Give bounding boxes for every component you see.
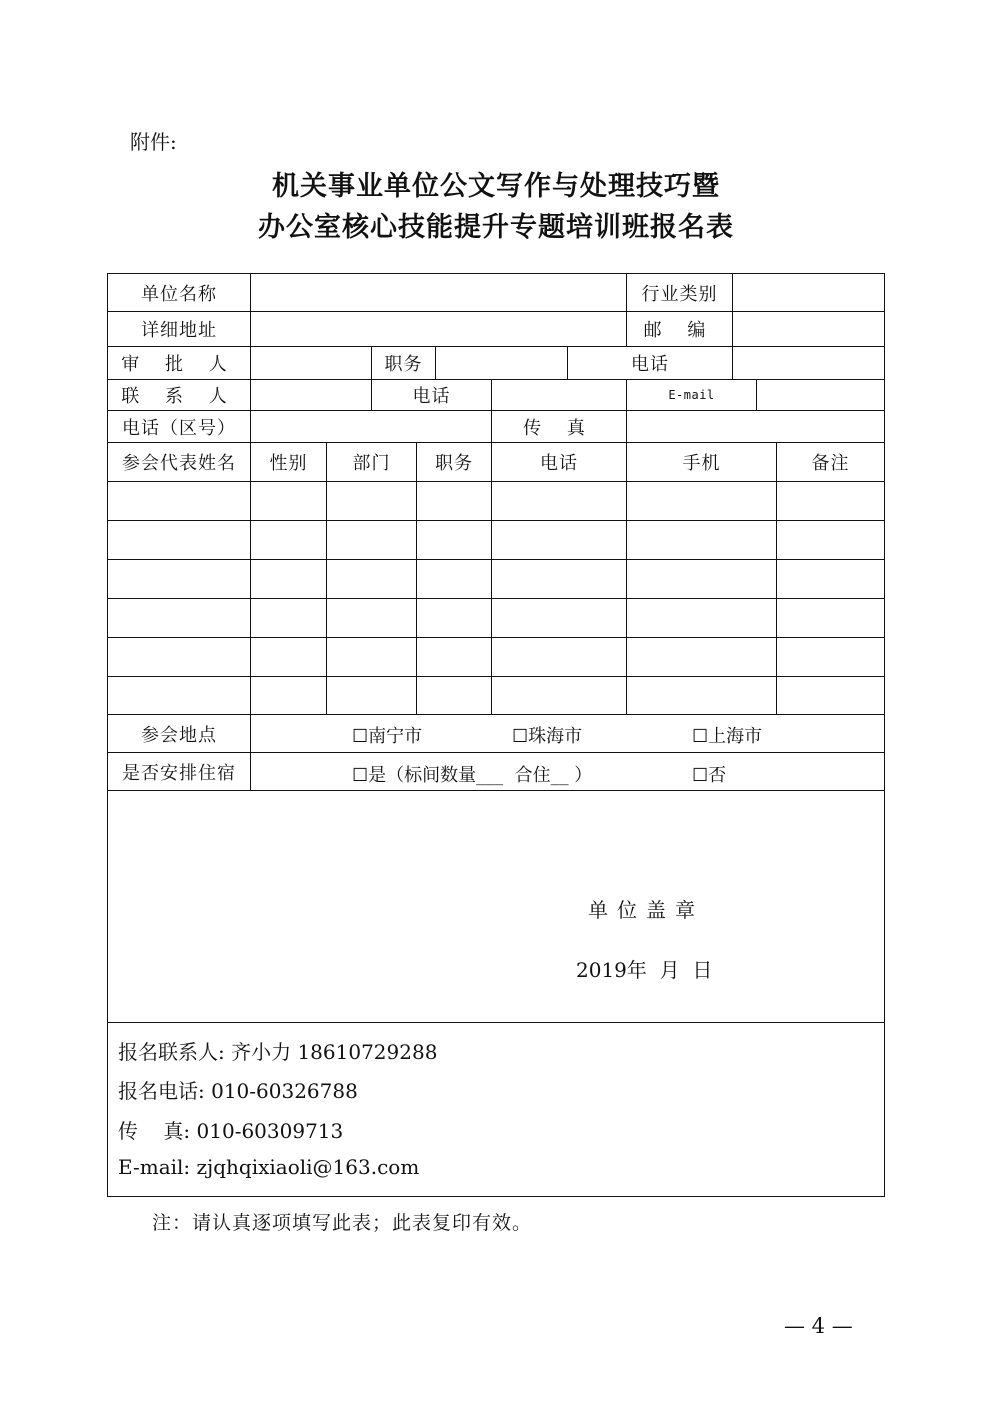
lodging-option-no[interactable]: ☐否 [692,765,727,786]
approver-position-field[interactable] [436,347,567,379]
postcode-field[interactable] [733,312,884,346]
participant-department-header: 部门 [352,453,391,474]
row-divider [107,1022,885,1023]
venue-option-shanghai[interactable]: ☐上海市 [692,726,763,747]
email-label: E-mail [668,388,715,402]
lodging-label: 是否安排住宿 [122,762,236,784]
industry-label: 行业类别 [641,283,718,305]
approver-phone-field[interactable] [733,347,884,379]
row-divider [107,790,885,791]
area-phone-field[interactable] [251,411,491,442]
form-title-line1: 机关事业单位公文写作与处理技巧暨 [272,171,720,202]
approver-label: 审 批 人 [121,354,237,375]
fax-label: 传 真 [523,417,595,439]
approver-phone-label: 电话 [631,354,669,375]
unit-name-field[interactable] [251,274,626,311]
contact-label: 联 系 人 [121,386,237,407]
email-field[interactable] [757,380,884,410]
participant-position-header: 职务 [435,453,473,474]
address-label: 详细地址 [141,320,217,341]
page-number: — 4 — [784,1314,853,1338]
address-field[interactable] [251,312,626,346]
contact-phone-label: 电话 [412,386,451,407]
participant-row[interactable] [108,599,884,637]
venue-option-zhuhai[interactable]: ☐珠海市 [512,726,583,747]
participant-phone-header: 电话 [540,453,578,474]
approver-position-label: 职务 [384,354,423,375]
participant-remarks-header: 备注 [811,453,850,474]
form-title-line2: 办公室核心技能提升专题培训班报名表 [258,212,734,243]
contact-field[interactable] [251,380,371,410]
participant-row[interactable] [108,482,884,520]
registration-contact-person: 报名联系人: 齐小力 18610729288 [118,1040,438,1064]
participant-row[interactable] [108,677,884,714]
participant-gender-header: 性别 [269,453,308,474]
unit-seal-label: 单位盖章 [588,898,704,922]
venue-option-nanning[interactable]: ☐南宁市 [352,726,423,747]
area-phone-label: 电话（区号） [122,417,236,439]
participant-row[interactable] [108,638,884,676]
participant-name-header: 参会代表姓名 [122,453,236,474]
unit-name-label: 单位名称 [141,283,217,305]
seal-date: 2019年 月 日 [576,958,713,982]
postcode-label: 邮 编 [643,320,716,341]
contact-phone-field[interactable] [492,380,626,410]
participant-mobile-header: 手机 [682,453,721,474]
industry-field[interactable] [733,274,884,311]
lodging-option-yes[interactable]: ☐是（标间数量___ 合住__ ） [352,765,593,786]
form-note: 注：请认真逐项填写此表；此表复印有效。 [152,1212,533,1234]
registration-fax: 传 真: 010-60309713 [118,1119,344,1143]
attachment-label: 附件: [130,130,177,154]
participant-row[interactable] [108,560,884,598]
fax-field[interactable] [627,411,884,442]
venue-label: 参会地点 [141,724,217,746]
registration-email: E-mail: zjqhqixiaoli@163.com [118,1155,420,1179]
registration-phone: 报名电话: 010-60326788 [118,1079,358,1103]
participant-row[interactable] [108,521,884,559]
approver-field[interactable] [251,347,371,379]
